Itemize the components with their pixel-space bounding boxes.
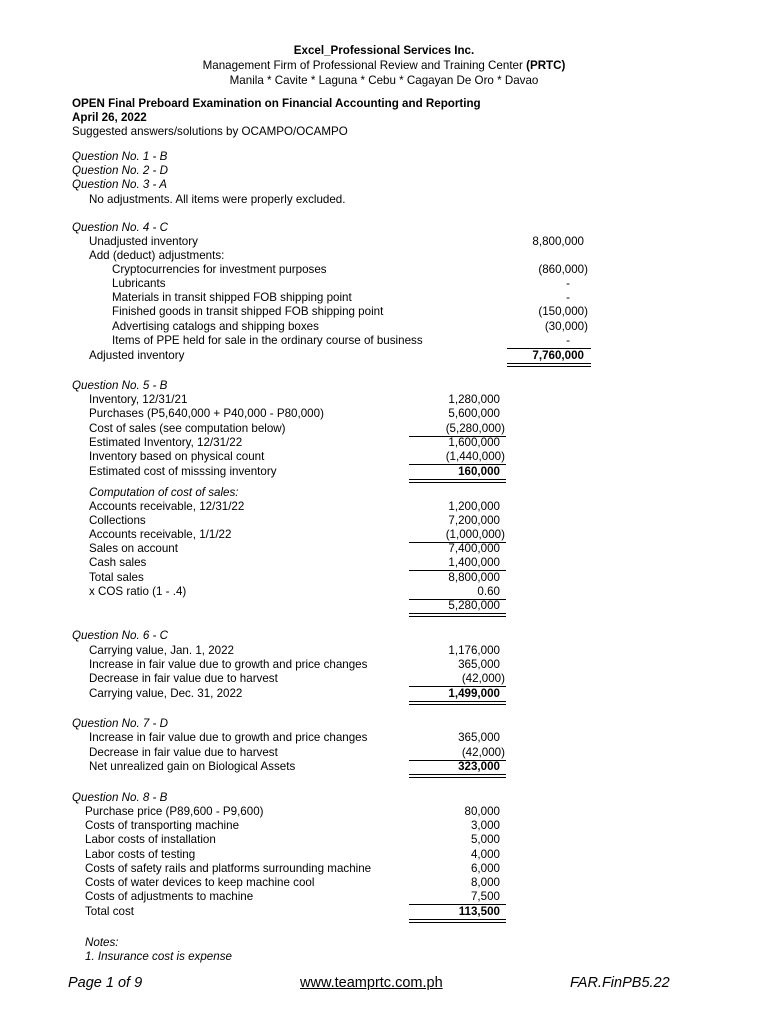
cos-row-value: 7,400,000	[448, 542, 500, 555]
suggested-by: Suggested answers/solutions by OCAMPO/OCAMPO	[72, 125, 348, 138]
question-3: Question No. 3 - A	[72, 178, 167, 191]
unadjusted-inventory-value: 8,800,000	[532, 235, 584, 248]
q7-row-value: 365,000	[458, 731, 500, 744]
company-name: Excel_Professional Services Inc.	[293, 44, 475, 57]
q4-item-value: -	[566, 277, 570, 290]
cos-row-value: 7,200,000	[448, 514, 500, 527]
cos-row-label: x COS ratio (1 - .4)	[89, 585, 187, 598]
q8-row-value: 5,000	[470, 833, 500, 846]
cos-row-value: 1,200,000	[448, 500, 500, 513]
firm-line-text: Management Firm of Professional Review and Training Center	[202, 59, 527, 72]
website-link[interactable]: www.teamprtc.com.ph	[300, 975, 443, 991]
q6-row-label: Carrying value, Jan. 1, 2022	[89, 644, 235, 657]
q8-row-value: 3,000	[470, 819, 500, 832]
q8-row-value: 7,500	[470, 890, 500, 903]
q6-row-value: 1,176,000	[448, 644, 500, 657]
firm-line	[0, 59, 768, 72]
q5-row-value: 5,600,000	[448, 407, 500, 420]
q6-row-label: Carrying value, Dec. 31, 2022	[89, 687, 243, 700]
q5-row-label: Inventory, 12/31/21	[89, 393, 188, 406]
q5-row-label: Cost of sales (see computation below)	[89, 422, 286, 435]
question-1: Question No. 1 - B	[72, 150, 168, 163]
q8-row-label: Costs of adjustments to machine	[85, 890, 254, 903]
cos-row-label: Total sales	[89, 571, 144, 584]
cos-total-value: 5,280,000	[448, 599, 500, 612]
q7-row-label: Net unrealized gain on Biological Assets	[89, 760, 296, 773]
q4-item-value: (860,000)	[538, 263, 588, 276]
q8-row-label: Costs of transporting machine	[85, 819, 240, 832]
q5-row-value: 1,280,000	[448, 393, 500, 406]
q4-item-label: Advertising catalogs and shipping boxes	[112, 320, 319, 333]
q4-item-value: -	[566, 291, 570, 304]
q5-row-label: Inventory based on physical count	[89, 450, 265, 463]
q8-row-label: Costs of safety rails and platforms surrounding machine	[85, 862, 372, 875]
cos-row-value: 0.60	[477, 585, 500, 598]
unadjusted-inventory-label: Unadjusted inventory	[89, 235, 198, 248]
adjusted-inventory-value: 7,760,000	[532, 349, 584, 362]
q8-row-label: Labor costs of installation	[85, 833, 216, 846]
q7-row-label: Decrease in fair value due to harvest	[89, 746, 278, 759]
q5-row-value: 1,600,000	[448, 436, 500, 449]
q6-row-label: Increase in fair value due to growth and price changes	[89, 658, 368, 671]
total-double-rule	[409, 613, 506, 617]
q6-row-value: 365,000	[458, 658, 500, 671]
q8-row-value: 80,000	[464, 805, 500, 818]
total-double-rule	[507, 363, 591, 367]
add-deduct-label: Add (deduct) adjustments:	[89, 249, 225, 262]
q4-item-label: Lubricants	[112, 277, 166, 290]
cos-row-value: 8,800,000	[448, 571, 500, 584]
notes-title: Notes:	[85, 936, 119, 949]
q4-item-value: (30,000)	[544, 320, 588, 333]
cities-line: Manila * Cavite * Laguna * Cebu * Cagayan De Oro * Davao	[229, 74, 539, 87]
page-number: Page 1 of 9	[68, 975, 143, 991]
q6-row-value: (42,000)	[461, 672, 505, 685]
question-5-title: Question No. 5 - B	[72, 379, 168, 392]
q8-row-label: Costs of water devices to keep machine cool	[85, 876, 315, 889]
q8-row-label: Purchase price (P89,600 - P9,600)	[85, 805, 264, 818]
q4-item-label: Materials in transit shipped FOB shipping point	[112, 291, 352, 304]
total-double-rule	[409, 701, 506, 705]
cos-computation-title: Computation of cost of sales:	[89, 486, 239, 499]
q4-item-label: Items of PPE held for sale in the ordinary course of business	[112, 334, 423, 347]
q7-row-label: Increase in fair value due to growth and price changes	[89, 731, 368, 744]
q5-row-label: Estimated cost of misssing inventory	[89, 465, 277, 478]
q8-row-value: 113,500	[458, 905, 500, 918]
total-double-rule	[409, 479, 506, 483]
q5-row-value: 160,000	[458, 465, 500, 478]
q8-row-value: 4,000	[470, 848, 500, 861]
cos-row-value: (1,000,000)	[445, 528, 505, 541]
q7-row-value: (42,000)	[461, 746, 505, 759]
question-7-title: Question No. 7 - D	[72, 717, 169, 730]
adjusted-inventory-label: Adjusted inventory	[89, 349, 185, 362]
q8-row-value: 8,000	[470, 876, 500, 889]
cos-row-label: Accounts receivable, 12/31/22	[89, 500, 245, 513]
question-3-note: No adjustments. All items were properly excluded.	[89, 193, 346, 206]
q8-row-label: Labor costs of testing	[85, 848, 196, 861]
cos-row-label: Accounts receivable, 1/1/22	[89, 528, 232, 541]
question-8-title: Question No. 8 - B	[72, 791, 168, 804]
q5-row-label: Estimated Inventory, 12/31/22	[89, 436, 243, 449]
q8-row-value: 6,000	[470, 862, 500, 875]
total-double-rule	[409, 919, 506, 923]
q4-item-label: Finished goods in transit shipped FOB shipping point	[112, 305, 384, 318]
document-code: FAR.FinPB5.22	[570, 975, 670, 991]
cos-row-label: Collections	[89, 514, 146, 527]
exam-title: OPEN Final Preboard Examination on Financial Accounting and Reporting	[72, 97, 481, 110]
q4-item-value: -	[566, 334, 570, 347]
note-1: 1. Insurance cost is expense	[85, 950, 232, 963]
cos-row-value: 1,400,000	[448, 556, 500, 569]
question-6-title: Question No. 6 - C	[72, 629, 169, 642]
q5-row-label: Purchases (P5,640,000 + P40,000 - P80,000)	[89, 407, 324, 420]
firm-abbrev: (PRTC)	[526, 59, 566, 72]
total-double-rule	[409, 774, 506, 778]
question-2: Question No. 2 - D	[72, 164, 169, 177]
exam-date: April 26, 2022	[72, 111, 147, 124]
question-4-title: Question No. 4 - C	[72, 221, 169, 234]
q4-item-value: (150,000)	[538, 305, 588, 318]
q4-item-label: Cryptocurrencies for investment purposes	[112, 263, 327, 276]
q5-row-value: (1,440,000)	[445, 450, 505, 463]
cos-row-label: Cash sales	[89, 556, 147, 569]
cos-row-label: Sales on account	[89, 542, 178, 555]
q6-row-value: 1,499,000	[448, 687, 500, 700]
q7-row-value: 323,000	[458, 760, 500, 773]
q6-row-label: Decrease in fair value due to harvest	[89, 672, 278, 685]
q8-row-label: Total cost	[85, 905, 134, 918]
q5-row-value: (5,280,000)	[445, 422, 505, 435]
